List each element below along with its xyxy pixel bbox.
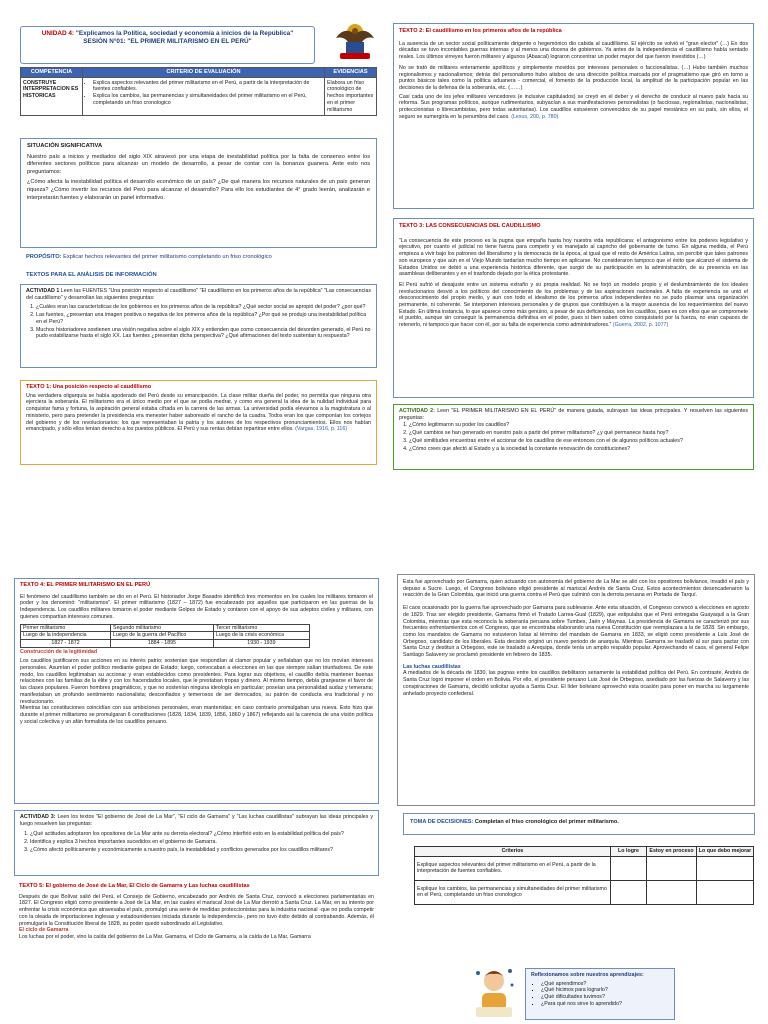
text-4-p3: Mientras las constituciones coincidían con sus ambiciones personales, eran mantenidas; en caso contrario promulgaban una nueva. Esto hizo que durante el primer militarismo se promulgaran 6 constituciones (1828, 1834, 1839, 1856, 1860 y 1867) reflejando así la carencia de una visión política y social colectiva y un afán formalista de los caudillos peruano.	[20, 705, 373, 725]
eval-checkbox-cell[interactable]	[697, 880, 754, 904]
table-header: CRITERIO DE EVALUACIÓN	[83, 68, 325, 78]
text-1-body: Una verdadera oligarquía se había apoderado del Perú desde su emancipación. La clase militar dueña del poder, no permitía que ninguna otra ejerciera la soberanía. El militarismo era el único medio por el que se podía medrar, y como era general la idea de la nulidad individual para conquistar fama y fortuna, la aspiración general estaba cifrada en la carrera de las armas. La universidad podía elevarnos a la magistratura o al ministerio, pero para pretender la presidencia era menester haber saboreado el rancho de la cuadra. Todos eran los que componían los cortejos del gobierno y de los revolucionarios: los que representaban la patria y los autores de los respectivos pronunciamientos. Ellos nos habían emancipado, y sólo ellos tenían derecho a los puestos públicos. El Perú y sus rentas debían repartirse entre ellos. (Vargas, 1916, p. 116)	[26, 392, 371, 433]
text-3-p1: "La consecuencia de este proceso es la pugna que empaña hasta hoy nuestra vida republicana: el antagonismo entre los poderes legislativo y ejecutivo, por cuanto el judicial no tiene fuerza para competir y es manejado al capricho del gobernante de turno. En alguna medida, el Perú empieza a vivir bajo los patrones del liberalismo y la democracia de la época, al igual que el resto de América Latina, sin percibir que tales patrones son europeos y que aún en el Viejo Mundo tardarían mucho tiempo en aplicarse. No consideraron tampoco que el éxito que alcanzó el sistema de Estados Unidos se debió a una experiencia histórica diferente, que surgió de su participación en la administración, de su presencia en las asambleas deliberantes y en el trasfondo dejado por la ética protestante.	[399, 237, 748, 278]
text-2-p1: La ausencia de un sector social políticamente dirigente o hegemónico dio cabida al caudillismo. El ejército se volvió el "gran elector" (…) En dos décadas se tuvo incontables guerras internas y al menos una docena de gobiernos. Ya antes de la independencia el caudillismo había sentado reales. Los últimos virreyes fueron militares y algunos (Abascal) lograron concentrar un poder mayor del que fueron investidos (…)	[399, 40, 748, 61]
activity-3-question: 2. Identifica y explica 3 hechos importantes sucedidos en el gobierno de Gamarra.	[30, 839, 373, 846]
text-2-p2: No se trató de militares enteramente apolíticos y simplemente movidos por intereses personales o faccionalistas. (…) Hubo también muchos regionalismos y nacionalismos; detrás del personalismo hubo atisbos de una dirección política marcada por el pragmatismo que giró en torno a puntos básicos tales como la política aduanera - comercial, el fomento de la producción local, la amplitud de la participación popular en las decisiones de la defensa de la soberanía, etc. (……)	[399, 64, 748, 91]
text-3-title: TEXTO 3: LAS CONSECUENCIAS DEL CAUDILLISMO	[399, 223, 541, 229]
eval-checkbox-cell[interactable]	[697, 856, 754, 880]
legitimacy-subtitle: Construcción de la legitimidad	[20, 648, 98, 655]
text-3-cite: (Guerra, 2002, p. 1077)	[612, 322, 669, 329]
activity-3-label: ACTIVIDAD 3:	[20, 814, 56, 820]
criteria-item: • Explica aspectos relevantes del primer militarismo en el Perú, a partir de la interpretación de fuentes confiables.	[93, 80, 322, 93]
text-5-p1: Después de que Bolívar salió del Perú, el Consejo de Gobierno, encabezado por Andrés de Santa Cruz, convocó a elecciones parlamentarias en 1827. El Congreso eligió como presidente a José de La Mar, en las cuales el mariscal José de La Mar derrotó a Santa Cruz. La Mar, en su intento por enfrentar la crisis económica que atravesaba el país, promulgó una serie de medidas proteccionistas para la industria nacional -que no podía competir con la oleada de importaciones inglesas y estadounidenses iniciada durante la independencia-, pero no tuvo éxito debido al contrabando. Además, él promulgaría la Constitución liberal de 1828, su poder quedó subordinado al Legislativo.	[19, 893, 374, 927]
activity-2-intro: Leen "EL PRIMER MILITARISMO EN EL PERÚ" de manera guiada, subrayan las ideas principales. Y resuelven las siguientes preguntas:	[399, 408, 748, 421]
activity-2-intro-line	[399, 408, 748, 421]
purpose-label: PROPÓSITO:	[26, 254, 62, 260]
situation-questions: ¿Cómo afecta la inestabilidad política el desarrollo económico de un país? ¿De qué manera los recursos naturales de un país generan riqueza? ¿Cómo invertir los recursos del Perú para alcanzar el desarrollo? Para ello los estudiantes de 4° grado leerán, analizarán e interpretarán fuentes y elaborarán un panel informativo.	[27, 179, 370, 201]
activity-3-question: 1. ¿Qué actitudes adoptaron los opositores de La Mar ante su derrota electoral? ¿Cómo interfirió esto en la estabilidad política del país?	[30, 831, 373, 838]
text-4-box	[14, 578, 379, 804]
militarism-cell: Tercer militarismo	[213, 624, 309, 632]
activity-2-question: 2. ¿Qué cambios se han generado en nuestro país a partir del primer militarismo? ¿y qué permanece hasta hoy?	[409, 430, 748, 437]
activity-3-intro-line	[20, 814, 373, 827]
reflection-box	[525, 968, 675, 1020]
text-1-box	[20, 380, 377, 465]
situation-paragraph: Nuestro país a inicios y mediados del siglo XIX atravesó por una etapa de inestabilidad política por la falta de consenso entre los diferentes sectores políticos para alcanzar un modelo de desarrollo, a pesar de contar con la bonanza guanera. Ante esto nos preguntamos:	[27, 153, 370, 175]
unit-header	[20, 26, 315, 64]
unit-title: "Explicamos la Política, sociedad y economía a inicios de la República"	[75, 30, 294, 37]
militarism-cell: 1884 - 1895	[111, 639, 214, 647]
activity-3-intro: Leen los textos "El gobierno de José de La Mar", "El ciclo de Gamarra" y "Las luchas caudillistas" subrayan las ideas principales y luego resuelven las preguntas:	[20, 814, 373, 827]
reflection-item: ▪ ¿Qué dificultades tuvimos?	[541, 994, 669, 1001]
eval-criterion: Explique los cambios, las permanencias y simultaneidades del primer militarismo en el Perú, completando un friso cronologico	[415, 880, 611, 904]
activity-2-question: 1. ¿Cómo legitimaron su poder los caudillos?	[409, 422, 748, 429]
reflection-title: Reflexionamos sobre nuestros aprendizajes:	[531, 972, 644, 978]
militarism-cell: Luego de la guerra del Pacífico	[111, 632, 214, 640]
situation-box	[20, 138, 377, 248]
activity-2-question: 4. ¿Cómo crees que afectó al Estado y a la sociedad la constante renovación de constituciones?	[409, 446, 748, 453]
militarism-cell: 1827 - 1872	[21, 639, 111, 647]
reflection-item: ▪ ¿Qué hicimos para lograrlo?	[541, 987, 669, 994]
activity-2-label: ACTIVIDAD 2:	[399, 408, 435, 414]
text-5-title: TEXTO 5: El gobierno de José de La Mar, El Ciclo de Gamarra y Las luchas caudillistas	[19, 883, 250, 889]
militarism-cell: 1930 - 1939	[213, 639, 309, 647]
table-header: COMPETENCIA	[21, 68, 83, 78]
purpose-text: Explicar hechos relevantes del primer militarismo completando un friso cronológico	[63, 254, 272, 260]
decisions-text: Completan el friso cronológico del primer militarismo.	[474, 819, 619, 825]
reflection-item: ▪ ¿Para qué nos sirve lo aprendido?	[541, 1001, 669, 1008]
activity-2-question: 3. ¿Qué similitudes encuentras entre el accionar de los caudillos de ese entonces con el de algunos políticos actuales?	[409, 438, 748, 445]
activity-1-question: 2. Las fuentes, ¿presentan una imagen positiva o negativa de los primeros años de la república? ¿Por qué se produjo una inestabilidad política en el Perú?	[36, 312, 371, 325]
activity-1-box	[20, 284, 377, 368]
text-2-box	[393, 23, 754, 209]
militarism-cell: Segundo militarismo	[111, 624, 214, 632]
eval-checkbox-cell[interactable]	[647, 856, 697, 880]
militarism-cell: Luego de la crisis económica	[213, 632, 309, 640]
struggles-subtitle: Las luchas caudillistas	[403, 663, 461, 670]
table-header: EVIDENCIAS	[325, 68, 377, 78]
decisions-label: TOMA DE DECISIONES:	[410, 819, 474, 825]
eval-checkbox-cell[interactable]	[611, 880, 647, 904]
competence-cell: CONSTRUYE INTERPRETACION ES HISTORICAS	[21, 77, 83, 116]
text-5-box	[14, 880, 379, 1018]
activity-1-intro: Leen las FUENTES "Una posición respecto al caudillismo" "El caudillismo en los primeros años de la república" "Las consecuencias del caudillismo" y desarrollan las siguientes preguntas:	[26, 288, 371, 301]
text-1-title: TEXTO 1: Una posición respecto al caudillismo	[26, 384, 152, 390]
text-4-p1: El fenómeno del caudillismo también se dio en el Perú. El historiador Jorge Basadre identificó tres momentos en los cuales los militares tomaron el poder y los denominó: "militarismos". El primer militarismo (1827 – 1872) fue encabezado por aquellos que participaron en las guerras de la Independencia. Los caudillos militares tomaron el poder mediante Golpes de Estado y contaron con el apoyo de sus adeptos civiles y militares, con quienes compartían intereses comunes.	[20, 593, 373, 620]
text-5-p2: Los luchas por el poder, vino la caída del gobierno de La Mar. Gamarra, el Ciclo de Gamarra, a la caída de La Mar, Gamarra	[19, 933, 311, 940]
gamarra-subtitle: El ciclo de Gamarra	[19, 927, 69, 934]
unit-prefix: UNIDAD 4:	[41, 30, 75, 37]
eval-header: Criterios	[415, 847, 611, 857]
text-3-p2: El Perú sufrió el desajuste entre un sistema extraño y su propia realidad. No se forjó un modelo propio y el deslumbramiento de los ideales revolucionarios desvió a los políticos del conocimiento de los problemas y de las aspiraciones nacionales. A falta de experiencia se unió el desconocimiento del propio medio, y aun con todo el idealismo de los primeros años independientes no se pudo plasmar una organización permanente, ni coherente. Se interponen intereses personales y de grupos que contribuyen a la mayor ausencia de los requerimientos del nuevo Estado. En última instancia, lo que aparece como más genuino, a pesar de sus deficiencias, son los caudillos, pues es con ellos que se compromete el pueblo, aunque sin conseguir la permanencia definitiva en el poder, pues si bien saben cómo conquistarlo por la fuerza, no eran capaces de retenerlo, ni tampoco que hacer con él, por su falta de experiencia como administradores." (Guerra, 2002, p. 1077)	[399, 281, 748, 329]
reflection-item: ▪ ¿Qué aprendimos?	[541, 981, 669, 988]
eval-header: Lo logre	[611, 847, 647, 857]
continuation-p1: Esta fue aprovechado por Gamarra, quien actuando con autonomía del gobierno de La Mar se alió con los opositores bolivianos, invadió el país y depuso a Sucre. Luego, el Congreso boliviano eligió presidente al mariscal Andrés de Santa Cruz. Estos acontecimientos desencadenaron la reacción de la Gran Colombia, que inició una guerra contra el Perú que culminó con la derrota peruana en Portada de Tarquí.	[403, 579, 749, 599]
continuation-p2: El caos ocasionado por la guerra fue aprovechado por Gamarra para sublevarse. Ante esta situación, el Congreso convocó a elecciones en agosto de 1829. Tras ser elegido presidente, Gamarra firmó el Tratado Larrea-Gual (1829), que estipulaba que el Perú entregaba Guayaquil a la Gran Colombia, mientras que esta reconocía la soberanía peruana sobre Tumbes, Jaén y Maynas. La presidencia de Gamarra se caracterizó por sus frecuentes enfrentamientos con el Congreso, que se encontraba elaborando una nueva Constitución que reemplazara a la de 1828. Sin embargo, como los mandatos de Gamarra no estuvieron listas al término del mandato de Gamarra en 1833, se eligió como presidente a Luis José de Orbegoso, candidato de los liberales. Esta decisión originó un nuevo periodo de anarquía. Mientras Gamarra se trasladó al sur para pactar con Santa Cruz y destituir a Orbegoso, este se trasladó a Arequipa, donde tenía un amplio respaldo popular. Aprovechando el caos, el general Felipe Santiago Salaverry se proclamó presidente en febrero de 1835.	[403, 605, 749, 659]
text-2-p3: Casi cada uno de los jefes militares vencedores (e inclusive capitulados) se creyó en el deber y el derecho de conducir al nuevo país hacia su reforma. Sus programas políticos, aunque rudimentarios, subyacían a sus manifestaciones personalistas (o facciosas, regionalistas, nacionalistas, proteccionistas o librecambistas, pero todas autoritarias). Los caudillos estuvieron convencidos de su papel mesiánico en su país, sin ellos, el seguro se sumergiría en la penumbra del caos. (Lexus, 200, p. 780)	[399, 93, 748, 120]
situation-title: SITUACIÓN SIGNIFICATIVA	[27, 143, 103, 149]
student-thinking-icon	[470, 965, 518, 1021]
text-1-cite: (Vargas, 1916, p. 116)	[295, 426, 348, 433]
activity-1-question: 3. Muchos historiadores sostienen una visión negativa sobre el siglo XIX y entienden que como consecuencia del desorden generado, el Perú no pudo estabilizarse hasta el siglo XX. Las fuentes ¿presentan dicha perspectiva? ¿Qué afirmaciones del texto sustentan tu respuesta?	[36, 327, 371, 340]
activity-2-box	[393, 404, 754, 470]
self-evaluation-table	[414, 846, 754, 905]
text-4-title: TEXTO 4: EL PRIMER MILITARISMO EN EL PERÚ	[20, 582, 151, 588]
eagle-emblem-icon	[332, 20, 378, 62]
activity-1-label: ACTIVIDAD 1	[26, 288, 60, 294]
purpose-line	[26, 254, 376, 261]
activity-1-intro-line	[26, 288, 371, 301]
text-2-cite: (Lexus, 200, p. 780)	[511, 113, 559, 120]
activity-3-question: 3. ¿Cómo afectó políticamente y económicamente a nuestro país, la inestabilidad y conflictos generados por los caudillos militares?	[30, 847, 373, 854]
eval-criterion: Explique aspectos relevantes del primer militarismo en el Perú, a partir de la interpretación de fuentes confiables.	[415, 856, 611, 880]
decisions-box	[403, 813, 755, 835]
eval-checkbox-cell[interactable]	[611, 856, 647, 880]
activity-3-box	[14, 810, 379, 876]
criteria-item: • Explica los cambios, las permanencias y simultaneidades del primer militarismo en el Perú, completando un friso cronologico	[93, 93, 322, 106]
criteria-cell	[83, 77, 325, 116]
eval-header: Estoy en proceso	[647, 847, 697, 857]
continuation-box	[397, 574, 755, 806]
eval-header: Lo que debo mejorar	[697, 847, 754, 857]
continuation-p3: A mediados de la década de 1830, las pugnas entre los caudillos debilitaron seriamente la estabilidad política del Perú. En contraste, Andrés de Santa Cruz logró imponer el orden en Bolivia. Por ello, el presidente peruano Luis José de Orbegoso, asediado por las fuerzas de Salaverry y las conspiraciones de Gamarra, decidió solicitar ayuda a Santa Cruz. El líder boliviano aprovechó esta ocasión para poner en marcha su largamente anhelado proyecto confederal.	[403, 670, 749, 697]
militarism-cell: Primer militarismo	[21, 624, 111, 632]
eval-checkbox-cell[interactable]	[647, 880, 697, 904]
text-2-title: TEXTO 2: El caudillismo en los primeros años de la república	[399, 28, 562, 34]
session-title: SESIÓN N°01: "EL PRIMER MILITARISMO EN EL PERÚ"	[83, 37, 252, 45]
text-4-p2: Los caudillos justificaron sus acciones en su interés patrio; sostenían que respondían al clamor popular y señalaban que no los movían intereses personales. Asumían el poder político mediante golpes de Estado; luego, convocaban a elecciones en las que siempre salían triunfadores. De este modo, los caudillos legitimaban su accionar y eran establecidos como presidentes. Para lograr sus objetivos, el caudillo debía mantener buenas relaciones con las familias de la élite y con los hacendados locales, que le prestaban tropas y dinero. Al mismo tiempo, debía granjearse el favor de las clases populares. Fueron hombres pragmáticos, y que no sostenían ninguna ideología en particular; poseían una personalidad audaz y temeraria; manifestaban un profundo sentimiento nacionalista; desconfiados y temerosos de ser derrocados, su patrón de conducta era tradicional y no revolucionario.	[20, 658, 373, 705]
militarism-cell: Luego de la independencia	[21, 632, 111, 640]
activity-1-question: 1. ¿Cuáles eran las características de los gobiernos en los primeros años de la república? ¿Qué sector social se apropió del poder? ¿por qué?	[36, 304, 371, 311]
militarism-table	[20, 624, 310, 648]
texts-title: TEXTOS PARA EL ANÁLISIS DE INFORMACIÓN	[26, 272, 157, 278]
competence-table	[20, 67, 377, 116]
text-3-box	[393, 218, 754, 398]
sheet-top-left	[14, 20, 384, 370]
evidence-cell: Elabora un friso cronológico de hechos importantes en el primer militarismo	[325, 77, 377, 116]
